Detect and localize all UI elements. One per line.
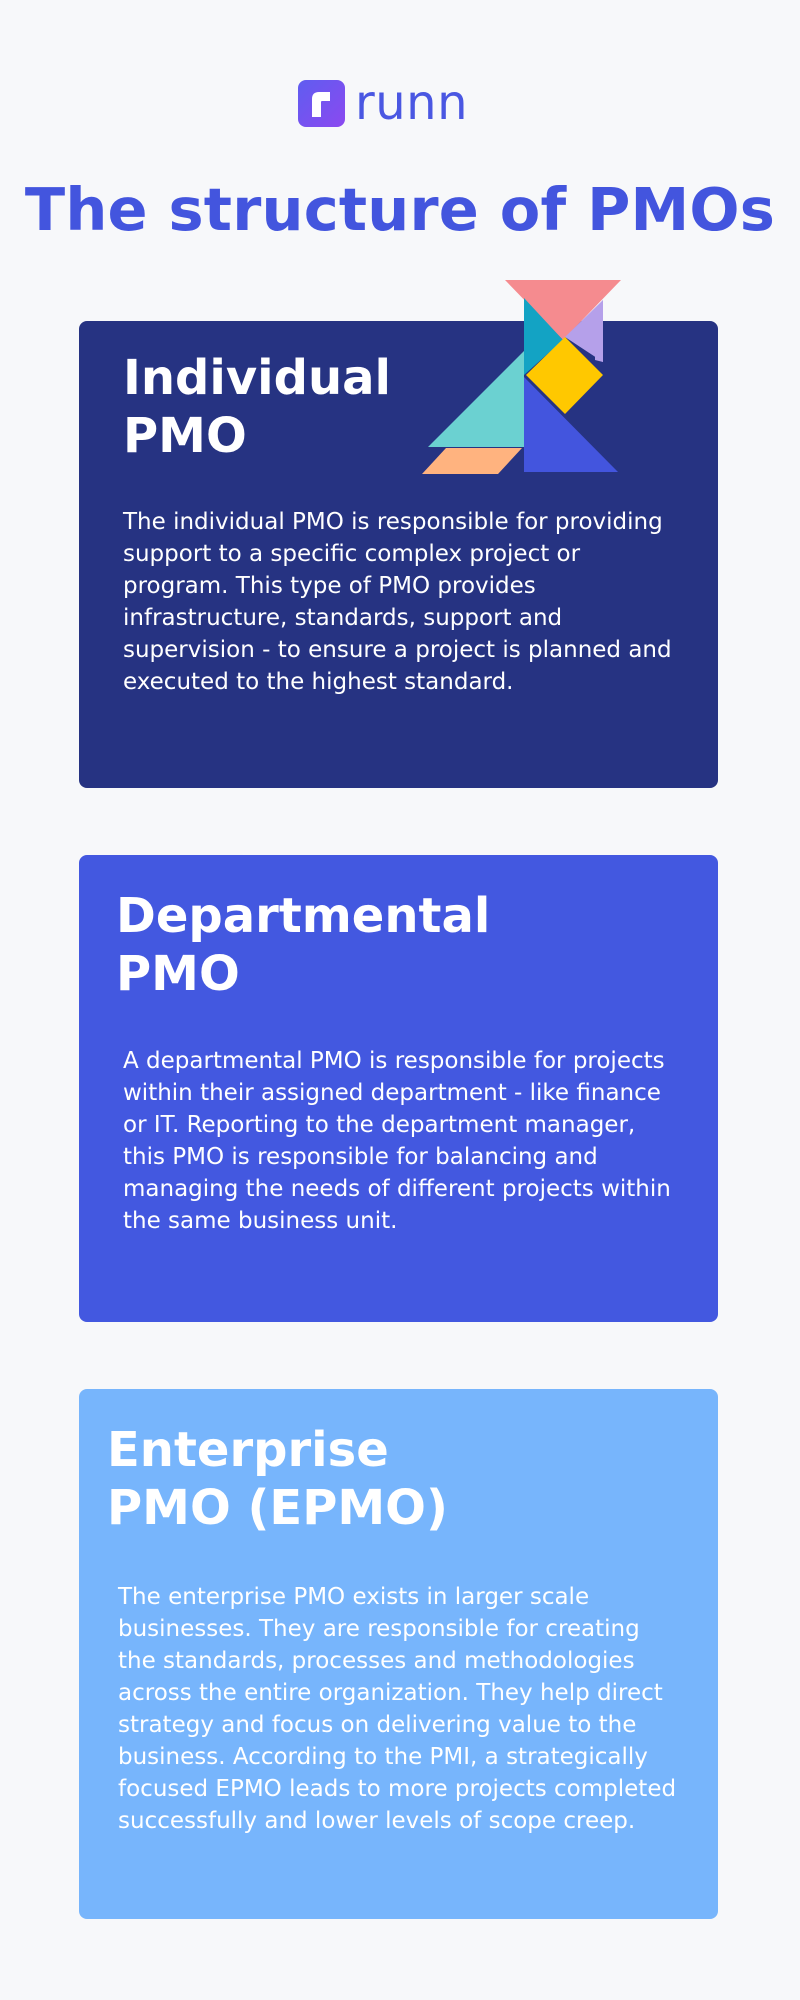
page-title: The structure of PMOs [24, 175, 776, 244]
card-body: A departmental PMO is responsible for projects within their assigned department - like finance or IT. Reporting to the department manager, this PMO is responsible for balancing and managing the needs of different projects within the same business unit. [123, 1048, 671, 1234]
runn-logo-text: runn [355, 75, 468, 131]
card-title: Individual PMO [123, 350, 391, 464]
card-title: Departmental PMO [116, 888, 491, 1002]
card-body: The enterprise PMO exists in larger scale businesses. They are responsible for creating the standards, processes and methodologies across the entire organization. They help direct strategy and focus on delivering value to the business. According to the PMI, a strategically focused EPMO leads to more projects completed successfully and lower levels of scope creep. [118, 1584, 677, 1834]
card-individual-pmo [79, 321, 718, 788]
card-title: Enterprise PMO (EPMO) [107, 1422, 448, 1536]
runn-logo [298, 75, 468, 131]
card-enterprise-pmo [79, 1389, 718, 1919]
card-body: The individual PMO is responsible for providing support to a specific complex project or program. This type of PMO provides infrastructure, standards, support and supervision - to ensure a project is planned and executed to the highest standard. [123, 509, 672, 695]
runn-logo-icon [298, 80, 345, 127]
card-departmental-pmo [79, 855, 718, 1322]
